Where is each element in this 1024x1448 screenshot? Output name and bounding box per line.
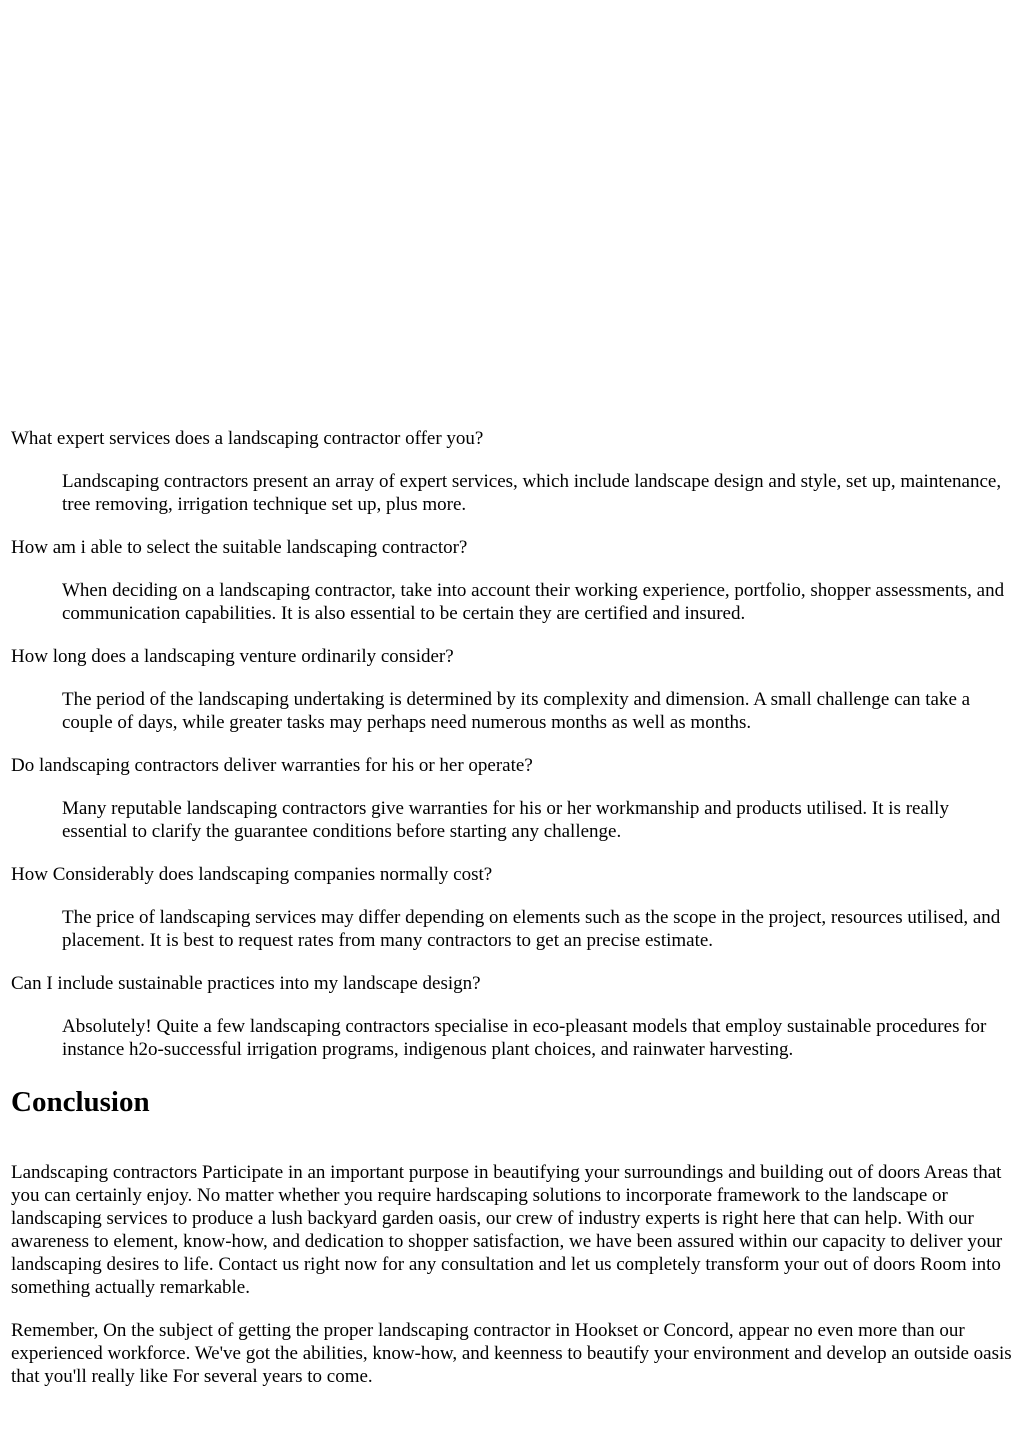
faq-answer: The price of landscaping services may differ depending on elements such as the scope in the project, resources utilised, and placement. It is best to request rates from many contractors to get an precise estimate. xyxy=(62,907,1001,951)
faq-answer: Absolutely! Quite a few landscaping contractors specialise in eco-pleasant models that employ sustainable procedures for instance h2o-successful irrigation programs, indigenous plant choices, and rainwater harvesting. xyxy=(62,1016,987,1060)
faq-question: How long does a landscaping venture ordinarily consider? xyxy=(11,646,454,667)
blank-top-area xyxy=(0,0,1024,425)
faq-answer: When deciding on a landscaping contractor, take into account their working experience, portfolio, shopper assessments, and communication capabilities. It is also essential to be certain they are certified and insured. xyxy=(62,580,1005,624)
faq-question: How Considerably does landscaping companies normally cost? xyxy=(11,864,493,885)
faq-question: What expert services does a landscaping contractor offer you? xyxy=(11,428,484,449)
faq-question: How am i able to select the suitable landscaping contractor? xyxy=(11,537,468,558)
faq-question: Do landscaping contractors deliver warranties for his or her operate? xyxy=(11,755,533,776)
faq-answer: Many reputable landscaping contractors give warranties for his or her workmanship and products utilised. It is really essential to clarify the guarantee conditions before starting any challenge. xyxy=(62,798,949,842)
faq-list xyxy=(11,427,1014,1061)
faq-question: Can I include sustainable practices into my landscape design? xyxy=(11,973,481,994)
document-content xyxy=(11,427,1014,1388)
faq-answer: The period of the landscaping undertaking is determined by its complexity and dimension. A small challenge can take a couple of days, while greater tasks may perhaps need numerous months as well as months. xyxy=(62,689,971,733)
conclusion-paragraph: Landscaping contractors Participate in an important purpose in beautifying your surroundings and building out of doors Areas that you can certainly enjoy. No matter whether you require hardscaping solutions to incorporate framework to the landscape or landscaping services to produce a lush backyard garden oasis, our crew of industry experts is right here that can help. With our awareness to element, know-how, and dedication to shopper satisfaction, we have been assured within our capacity to deliver your landscaping desires to life. Contact us right now for any consultation and let us completely transform your out of doors Room into something actually remarkable. xyxy=(11,1162,1003,1298)
conclusion-paragraph: Remember, On the subject of getting the proper landscaping contractor in Hookset or Concord, appear no even more than our experienced workforce. We've got the abilities, know-how, and keenness to beautify your environment and develop an outside oasis that you'll really like For several years to come. xyxy=(11,1320,1012,1387)
conclusion-heading: Conclusion xyxy=(11,1086,150,1118)
faq-answer: Landscaping contractors present an array of expert services, which include landscape design and style, set up, maintenance, tree removing, irrigation technique set up, plus more. xyxy=(62,471,1002,515)
